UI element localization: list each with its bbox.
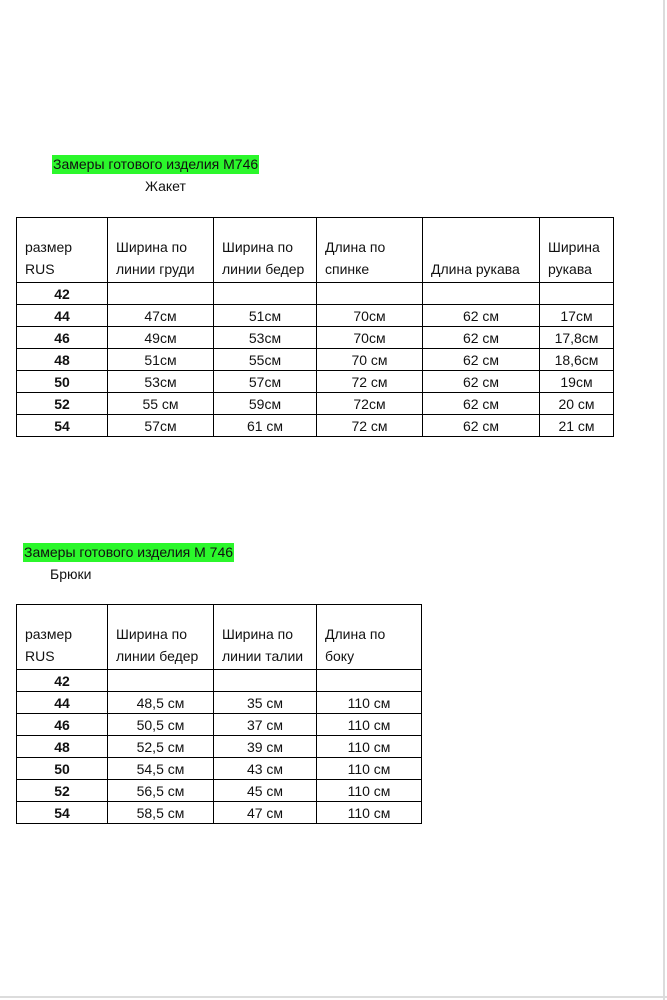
measurement-cell: 19см [540, 371, 614, 393]
table-row [17, 349, 614, 371]
measurement-cell: 18,6см [540, 349, 614, 371]
measurement-cell: 47см [108, 305, 214, 327]
column-header: Длина по спинке [317, 218, 423, 283]
measurement-cell [214, 283, 317, 305]
measurement-cell: 20 см [540, 393, 614, 415]
column-header: Ширина по линии бедер [214, 218, 317, 283]
header-row [17, 218, 614, 283]
measurement-cell: 47 см [214, 802, 317, 824]
size-cell: 52 [17, 393, 108, 415]
column-header: размер RUS [17, 605, 108, 670]
measurement-cell: 59см [214, 393, 317, 415]
size-cell: 46 [17, 714, 108, 736]
measurement-cell: 53см [214, 327, 317, 349]
column-header: Длина рукава [423, 218, 540, 283]
column-header: Длина по боку [317, 605, 422, 670]
measurement-cell: 43 см [214, 758, 317, 780]
measurement-cell: 55 см [108, 393, 214, 415]
table-row [17, 393, 614, 415]
measurement-cell: 57см [108, 415, 214, 437]
measurement-cell: 70см [317, 327, 423, 349]
table-row [17, 692, 422, 714]
measurement-cell [317, 670, 422, 692]
jacket-subtitle: Жакет [145, 178, 186, 194]
measurement-cell: 62 см [423, 371, 540, 393]
table-row [17, 758, 422, 780]
table-row [17, 283, 614, 305]
table-row [17, 802, 422, 824]
table-row [17, 670, 422, 692]
size-cell: 44 [17, 305, 108, 327]
measurement-cell: 61 см [214, 415, 317, 437]
table-row [17, 327, 614, 349]
size-cell: 46 [17, 327, 108, 349]
page-edge-right [663, 0, 665, 1000]
measurement-cell: 62 см [423, 327, 540, 349]
measurement-cell: 37 см [214, 714, 317, 736]
measurement-cell: 62 см [423, 305, 540, 327]
size-cell: 54 [17, 802, 108, 824]
measurement-cell [108, 283, 214, 305]
size-cell: 42 [17, 283, 108, 305]
measurement-cell: 51см [108, 349, 214, 371]
measurement-cell: 21 см [540, 415, 614, 437]
measurement-cell: 48,5 см [108, 692, 214, 714]
measurement-cell: 17,8см [540, 327, 614, 349]
page-edge-bottom [0, 996, 667, 998]
size-cell: 48 [17, 349, 108, 371]
measurement-cell: 72 см [317, 415, 423, 437]
size-cell: 44 [17, 692, 108, 714]
table-row [17, 305, 614, 327]
table-row [17, 714, 422, 736]
measurement-cell: 70см [317, 305, 423, 327]
size-cell: 52 [17, 780, 108, 802]
measurement-cell: 62 см [423, 415, 540, 437]
table-row [17, 371, 614, 393]
measurement-cell: 110 см [317, 758, 422, 780]
measurement-cell: 35 см [214, 692, 317, 714]
measurement-cell [108, 670, 214, 692]
measurement-cell: 55см [214, 349, 317, 371]
measurement-cell: 110 см [317, 692, 422, 714]
measurement-cell: 54,5 см [108, 758, 214, 780]
size-cell: 50 [17, 758, 108, 780]
column-header: Ширина по линии талии [214, 605, 317, 670]
measurement-cell: 72 см [317, 371, 423, 393]
jacket-title: Замеры готового изделия М746 [53, 156, 259, 172]
measurement-cell: 72см [317, 393, 423, 415]
measurement-cell [214, 670, 317, 692]
measurement-cell: 50,5 см [108, 714, 214, 736]
measurement-cell: 39 см [214, 736, 317, 758]
column-header: Ширина рукава [540, 218, 614, 283]
header-row [17, 605, 422, 670]
measurement-cell: 58,5 см [108, 802, 214, 824]
column-header: Ширина по линии бедер [108, 605, 214, 670]
size-cell: 48 [17, 736, 108, 758]
size-cell: 42 [17, 670, 108, 692]
trousers-subtitle: Брюки [50, 566, 92, 582]
measurement-cell: 110 см [317, 802, 422, 824]
measurement-cell: 17см [540, 305, 614, 327]
measurement-cell: 57см [214, 371, 317, 393]
size-cell: 54 [17, 415, 108, 437]
column-header: размер RUS [17, 218, 108, 283]
column-header: Ширина по линии груди [108, 218, 214, 283]
table-row [17, 736, 422, 758]
measurement-cell [423, 283, 540, 305]
measurement-cell: 110 см [317, 714, 422, 736]
measurement-cell: 110 см [317, 736, 422, 758]
measurement-cell: 70 см [317, 349, 423, 371]
measurement-cell: 110 см [317, 780, 422, 802]
trousers-size-table [16, 604, 422, 824]
size-cell: 50 [17, 371, 108, 393]
jacket-size-table [16, 217, 614, 437]
measurement-cell: 53см [108, 371, 214, 393]
measurement-cell: 45 см [214, 780, 317, 802]
measurement-cell [317, 283, 423, 305]
measurement-cell: 62 см [423, 393, 540, 415]
table-row [17, 780, 422, 802]
table-row [17, 415, 614, 437]
measurement-cell: 56,5 см [108, 780, 214, 802]
trousers-title: Замеры готового изделия М 746 [24, 544, 234, 560]
measurement-cell: 52,5 см [108, 736, 214, 758]
measurement-cell: 49см [108, 327, 214, 349]
measurement-cell: 62 см [423, 349, 540, 371]
measurement-cell [540, 283, 614, 305]
measurement-cell: 51см [214, 305, 317, 327]
